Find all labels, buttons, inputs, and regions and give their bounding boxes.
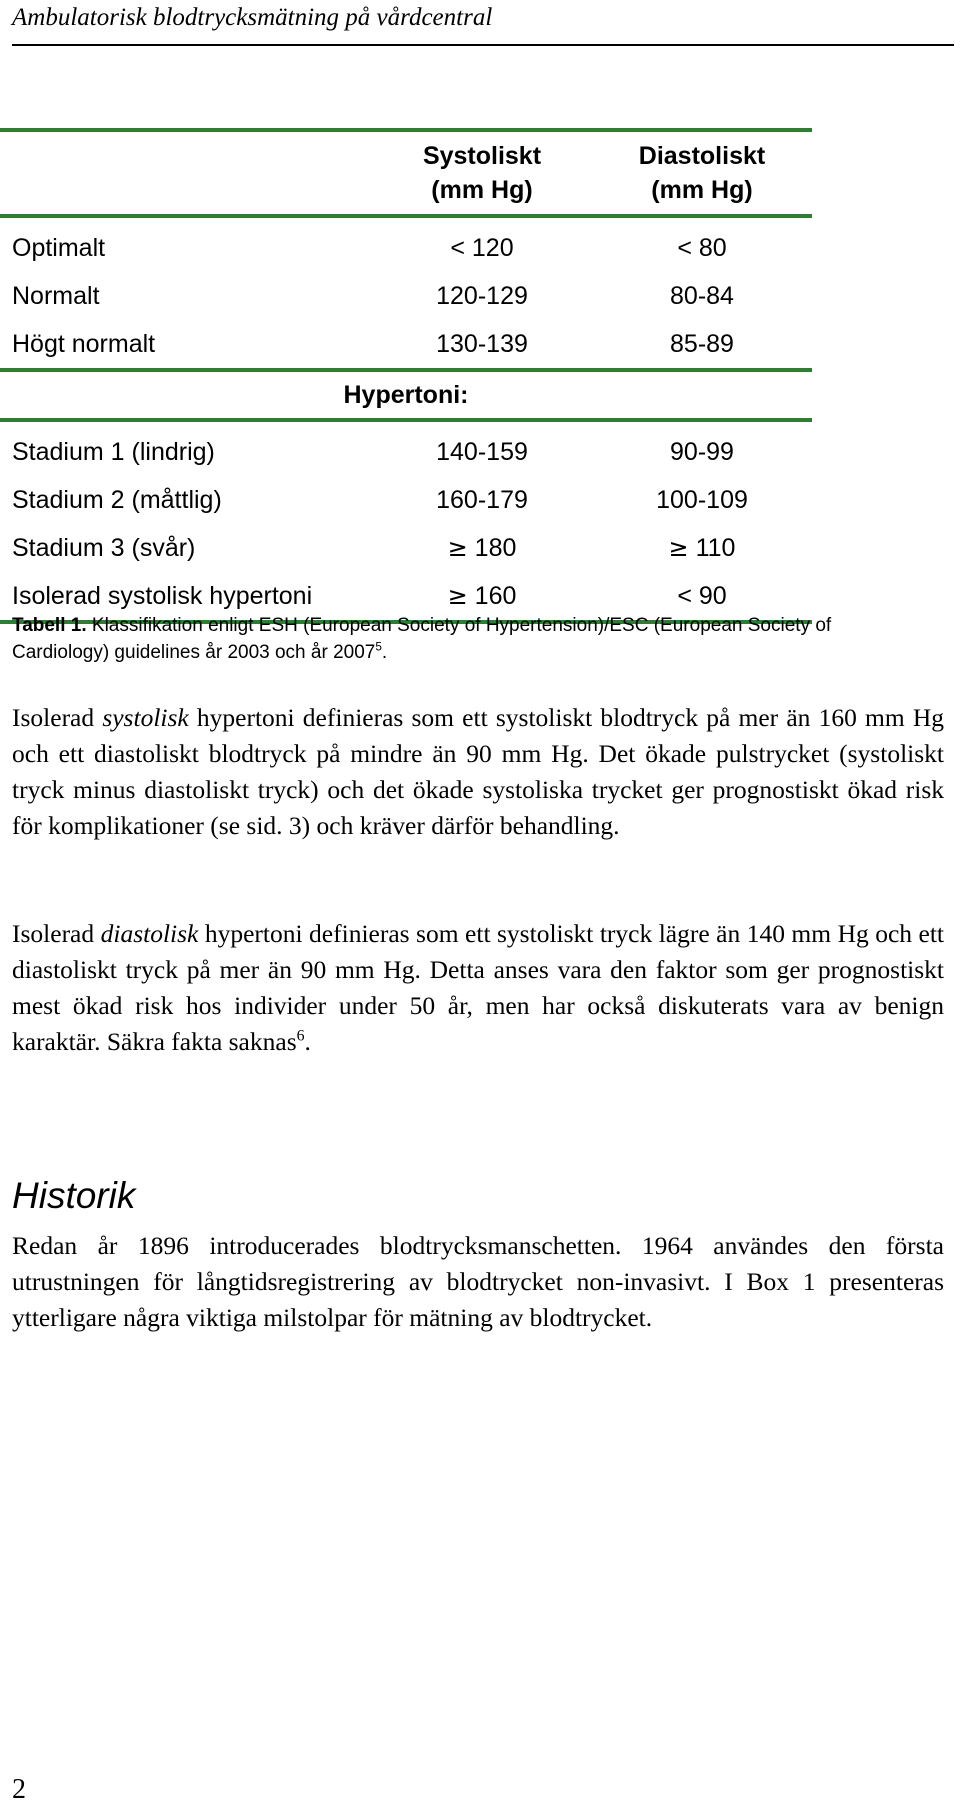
systolic-value: 160-179 [436,485,528,514]
caption-text: Klassifikation enligt ESH (European Society of Hypertension)/ESC (European Society of Cardiology) guidelines år 2003 och år 2007 [12,615,832,663]
diastolic-value: 80-84 [670,281,734,310]
header-empty-cell [0,130,372,216]
diastolic-value: 85-89 [670,329,734,358]
paragraph-start: Isolerad [12,919,101,948]
systolic-number: 180 [474,533,517,562]
systolic-header-line1: Systoliskt [422,142,542,170]
paragraph-text: hypertoni definieras som ett systoliskt tryck lägre än 140 mm Hg och ett diastoliskt tryck på mer än 90 mm Hg. Detta anses vara den faktor som ger prognostiskt mest ökad risk hos individer under 50 år, men har också diskuterats vara av benign karaktär. Säkra fakta saknas [12,919,944,1056]
greater-equal-symbol: ≥ [668,533,689,562]
hypertension-section-row [0,370,812,420]
page-number: 2 [12,1774,26,1805]
greater-equal-symbol: ≥ [447,533,468,562]
caption-label: Tabell 1. [12,615,87,636]
paragraph-reference: 6 [296,1027,305,1045]
diastolic-value: < 80 [677,233,727,262]
diastolic-header-line2: (mm Hg) [651,176,753,204]
systolic-value: < 120 [450,233,514,262]
table-row [0,320,812,370]
paragraph-history: Redan år 1896 introducerades blodtrycksmanschetten. 1964 användes den första utrustningen för långtidsregistrering av blodtrycket non-invasivt. I Box 1 presenteras ytterligare några viktiga milstolpar för mätning av blodtrycket. [12,1231,944,1332]
diastolic-value: 90-99 [670,437,734,466]
paragraph-isolated-systolic [12,700,944,844]
table-row [0,216,812,272]
systolic-value: 130-139 [436,329,528,358]
systolic-value: 120-129 [436,281,528,310]
section-heading: Historik [12,1175,136,1216]
paragraph-end: . [304,1027,311,1056]
diastolic-value [592,524,812,572]
row-label: Högt normalt [12,329,156,358]
row-label: Stadium 1 (lindrig) [12,437,215,466]
paragraph-isolated-diastolic [12,916,944,1060]
diastolic-value: < 90 [592,572,812,622]
table-header-row [0,130,812,216]
row-label: Optimalt [12,233,106,262]
table-caption [12,612,912,666]
systolic-number: 160 [474,581,517,610]
paragraph-emphasis: systolisk [102,703,189,732]
diastolic-header-line1: Diastoliskt [638,142,766,170]
row-label: Stadium 2 (måttlig) [12,485,222,514]
paragraph-start: Isolerad [12,703,103,732]
row-label: Stadium 3 (svår) [12,533,196,562]
table-row [0,524,812,572]
systolic-header-line2: (mm Hg) [431,176,533,204]
diastolic-column-header [592,130,812,216]
hypertension-section-label: Hypertoni: [0,370,812,420]
running-header: Ambulatorisk blodtrycksmätning på vårdcentral [12,4,954,46]
table-row [0,272,812,320]
table-row [0,420,812,476]
diastolic-value: 100-109 [656,485,748,514]
systolic-value [372,524,592,572]
paragraph-text: hypertoni definieras som ett systoliskt blodtryck på mer än 160 mm Hg och ett diastoliskt blodtryck på mindre än 90 mm Hg. Det ökade pulstrycket (systoliskt tryck minus diastoliskt tryck) och det ökade systoliska trycket ger prognostiskt ökad risk för komplikationer (se sid. 3) och kräver därför behandling. [12,703,944,840]
table-row [0,476,812,524]
row-label: Isolerad systolisk hypertoni [0,572,372,622]
caption-end: . [381,642,388,663]
row-label: Normalt [12,281,100,310]
caption-reference: 5 [375,640,382,654]
systolic-column-header [372,130,592,216]
paragraph-emphasis: diastolisk [100,919,199,948]
systolic-value: 140-159 [436,437,528,466]
greater-equal-symbol: ≥ [447,581,468,610]
blood-pressure-classification-table [0,128,812,624]
diastolic-number: 110 [695,533,736,562]
